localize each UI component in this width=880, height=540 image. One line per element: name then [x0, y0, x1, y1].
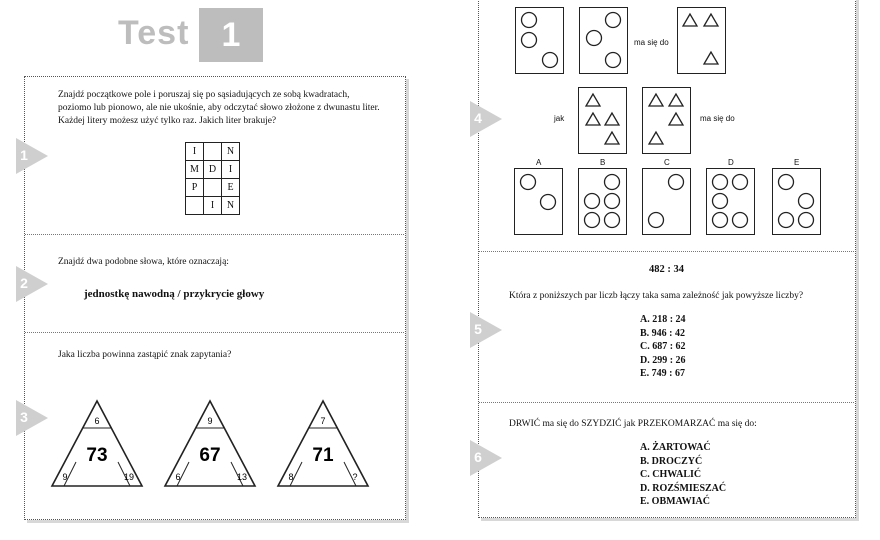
q5-option-a: A. 218 : 24: [640, 314, 686, 325]
option-label-a: A: [536, 158, 542, 167]
triangle-2: [165, 401, 255, 486]
q5-option-e: E. 749 : 67: [640, 368, 685, 379]
q6-option-d: D. ROZŚMIESZAĆ: [640, 482, 727, 494]
grid-cell: I: [222, 161, 240, 179]
grid-cell: N: [222, 143, 240, 161]
option-figure-c: [642, 168, 691, 235]
option-figure-a: [514, 168, 563, 235]
option-label-c: C: [664, 158, 670, 167]
q5-text: Która z poniższych par liczb łączy taka sama zależność jak powyższe liczby?: [509, 291, 804, 301]
triangle-1: [52, 401, 142, 486]
figure-triangles-4b: [642, 87, 691, 154]
triangle-2-center: 67: [199, 445, 221, 466]
q2-text: Znajdź dwa podobne słowa, które oznaczają:: [58, 257, 229, 267]
option-label-e: E: [794, 158, 800, 167]
option-figure-b: [578, 168, 627, 235]
q5-number: 5: [474, 321, 482, 337]
grid-cell: [186, 197, 204, 215]
q3-text: Jaka liczba powinna zastąpić znak zapytania?: [58, 350, 232, 360]
option-label-d: D: [728, 158, 734, 167]
triangle-2-left: 6: [175, 472, 181, 482]
q6-option-c: C. CHWALIĆ: [640, 469, 702, 480]
grid-cell: E: [222, 179, 240, 197]
triangle-1-center: 73: [86, 445, 108, 466]
q3-number: 3: [20, 409, 28, 425]
q2-number: 2: [20, 275, 28, 291]
triangle-2-top: 9: [207, 416, 213, 426]
triangle-3: [278, 401, 368, 486]
test-number-badge: 1: [199, 8, 263, 62]
section-divider: [479, 251, 854, 252]
q5-option-c: C. 687 : 62: [640, 341, 686, 352]
grid-cell: D: [204, 161, 222, 179]
triangle-3-right: ?: [352, 472, 358, 482]
jak-label: jak: [554, 114, 565, 123]
relation-label: ma się do: [634, 38, 669, 47]
option-figure-e: [772, 168, 821, 235]
section-divider: [25, 332, 404, 333]
q5-option-b: B. 946 : 42: [640, 327, 685, 339]
grid-cell: [204, 179, 222, 197]
grid-cell: P: [186, 179, 204, 197]
grid-cell: M: [186, 161, 204, 179]
q4-number: 4: [474, 110, 482, 126]
figure-circles-3b: [579, 7, 628, 74]
grid-cell: [204, 143, 222, 161]
triangle-1-right: 19: [123, 472, 135, 482]
triangle-puzzles: [40, 398, 380, 490]
grid-cell: I: [204, 197, 222, 215]
q1-text: Znajdź początkowe pole i poruszaj się po sąsiadujących ze sobą kwadratach, poziomo lub pionowo, ale nie ukośnie, aby odczytać słowo złożone z dwunastu liter. Każdej litery możesz użyć tylko raz. Jakich liter brakuje?: [58, 90, 380, 126]
q6-option-a: A. ŻARTOWAĆ: [640, 442, 711, 453]
q6-option-b: B. DROCZYĆ: [640, 455, 703, 467]
triangle-3-left: 8: [288, 472, 294, 482]
triangle-1-left: 9: [62, 472, 68, 482]
section-divider: [479, 402, 854, 403]
q2-answer-words: jednostkę nawodną / przykrycie głowy: [84, 288, 265, 300]
q6-number: 6: [474, 449, 482, 465]
figure-triangles-4: [578, 87, 627, 154]
q5-option-d: D. 299 : 26: [640, 354, 686, 366]
q6-option-e: E. OBMAWIAĆ: [640, 496, 711, 507]
q1-number: 1: [20, 147, 28, 163]
figure-triangles-3: [677, 7, 726, 74]
section-divider: [25, 234, 404, 235]
relation-label: ma się do: [700, 114, 735, 123]
grid-cell: I: [186, 143, 204, 161]
q6-options: [640, 441, 726, 509]
q5-options: [640, 313, 686, 381]
q6-text: DRWIĆ ma się do SZYDZIĆ jak PRZEKOMARZAĆ ma się do:: [509, 419, 757, 429]
option-label-b: B: [600, 158, 606, 167]
triangle-3-top: 7: [320, 416, 326, 426]
figure-circles-3: [515, 7, 564, 74]
triangle-2-right: 13: [236, 472, 248, 482]
option-figure-d: [706, 168, 755, 235]
triangle-3-center: 71: [312, 445, 334, 466]
q5-ratio: 482 : 34: [649, 264, 684, 275]
grid-cell: N: [222, 197, 240, 215]
triangle-1-top: 6: [94, 416, 100, 426]
test-title: Test: [118, 14, 190, 52]
letter-grid: [185, 142, 240, 215]
